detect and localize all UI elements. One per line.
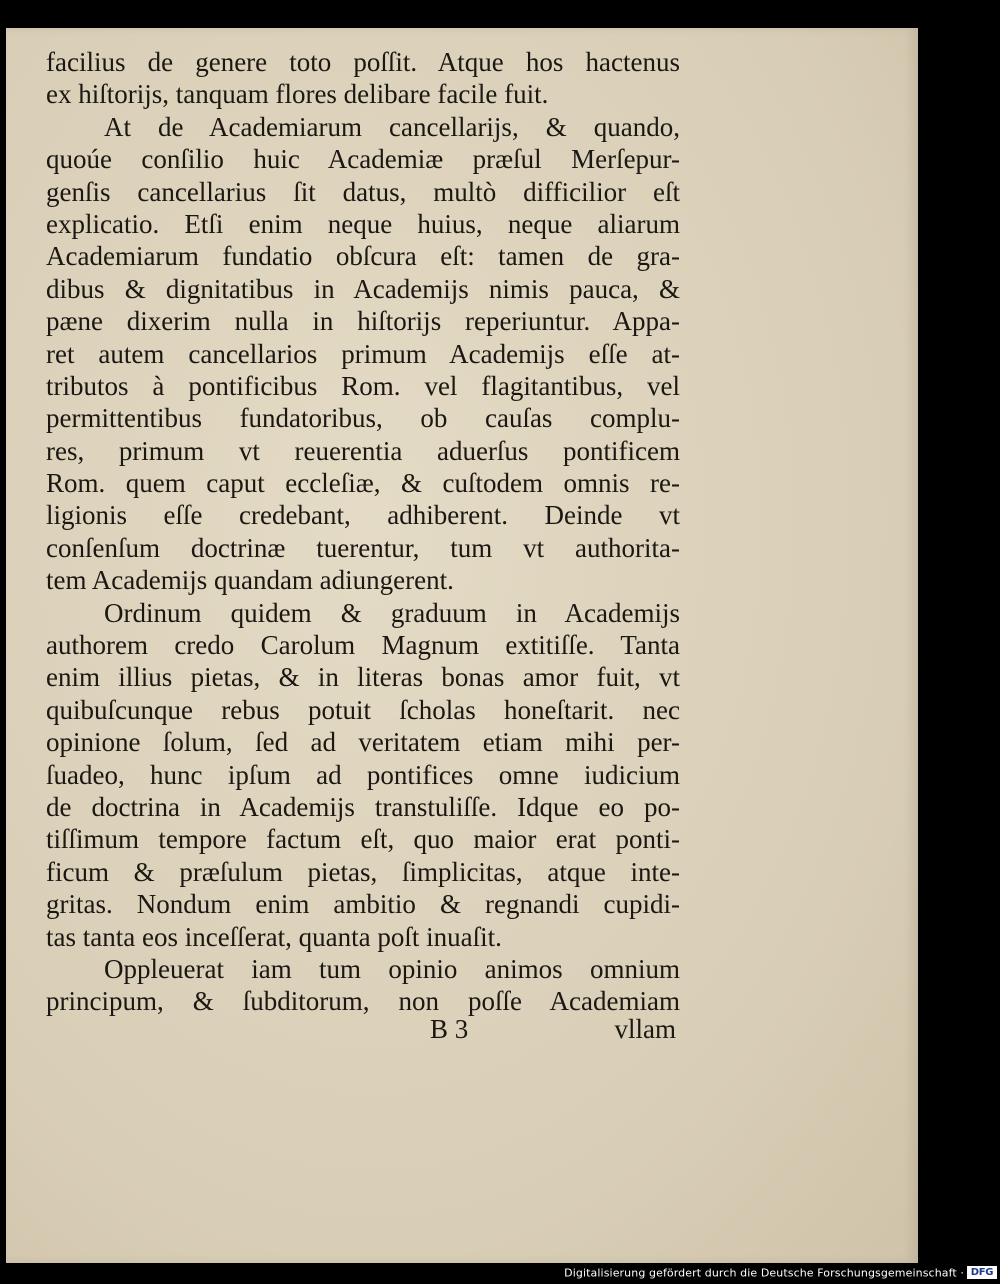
text-line: ex hiſtorijs, tanquam flores delibare facile fuit. [46,79,549,110]
text-line: res, primum vt reuerentia aduerſus pontificem [46,435,680,466]
text-line: pæne dixerim nulla in hiſtorijs reperiuntur. Appa- [46,306,680,337]
text-line: tiſſimum tempore factum eſt, quo maior erat ponti- [46,824,680,855]
text-line: explicatio. Etſi enim neque huius, neque aliarum [46,208,680,239]
text-line: ſuadeo, hunc ipſum ad pontifices omne iudicium [46,759,680,790]
text-line: Academiarum fundatio obſcura eſt: tamen de gra- [46,241,680,272]
text-line: tributos à pontificibus Rom. vel flagitantibus, vel [46,370,680,401]
text-line: quibuſcunque rebus potuit ſcholas honeſtarit. nec [46,694,680,725]
text-line: gritas. Nondum enim ambitio & regnandi cupidi- [46,889,680,920]
text-line: ligionis eſſe credebant, adhiberent. Deinde vt [46,500,680,531]
text-line: Rom. quem caput eccleſiæ, & cuſtodem omnis re- [46,468,680,499]
text-line: At de Academiarum cancellarijs, & quando, [104,111,680,142]
catchword: vllam [614,1014,676,1044]
text-line: tem Academijs quandam adiungerent. [46,565,454,596]
digitization-credit [564,1266,964,1280]
text-line: authorem credo Carolum Magnum extitiſſe. Tanta [46,630,680,661]
text-line: tas tanta eos inceſſerat, quanta poſt inuaſit. [46,921,502,952]
signature-mark: B 3 [430,1014,469,1044]
text-line: facilius de genere toto poſſit. Atque hos hactenus [46,47,680,77]
text-line: quoúe conſilio huic Academiæ præſul Merſepur- [46,144,680,175]
text-line: ret autem cancellarios primum Academijs eſſe at- [46,338,680,369]
text-line: opinione ſolum, ſed ad veritatem etiam mihi per- [46,727,680,758]
text-line: genſis cancellarius ſit datus, multò difficilior eſt [46,176,680,207]
text-line: dibus & dignitatibus in Academijs nimis pauca, & [46,273,680,304]
dfg-logo-icon: DFG [967,1266,997,1279]
book-page [6,28,918,1263]
page-text [46,46,680,1018]
text-line: de doctrina in Academijs transtuliſſe. Idque eo po- [46,791,680,822]
text-line: Oppleuerat iam tum opinio animos omnium [104,953,680,984]
text-line: permittentibus fundatoribus, ob cauſas complu- [46,403,680,434]
text-line: ficum & præſulum pietas, ſimplicitas, atque inte- [46,856,680,887]
text-line: principum, & ſubditorum, non poſſe Academiam [46,986,680,1017]
credit-text: Digitalisierung gefördert durch die Deutsche Forschungsgemeinschaft · [564,1266,964,1280]
page-footer [46,1014,680,1046]
text-line: conſenſum doctrinæ tuerentur, tum vt authorita- [46,532,680,563]
text-line: enim illius pietas, & in literas bonas amor fuit, vt [46,662,680,693]
text-line: Ordinum quidem & graduum in Academijs [104,597,680,628]
